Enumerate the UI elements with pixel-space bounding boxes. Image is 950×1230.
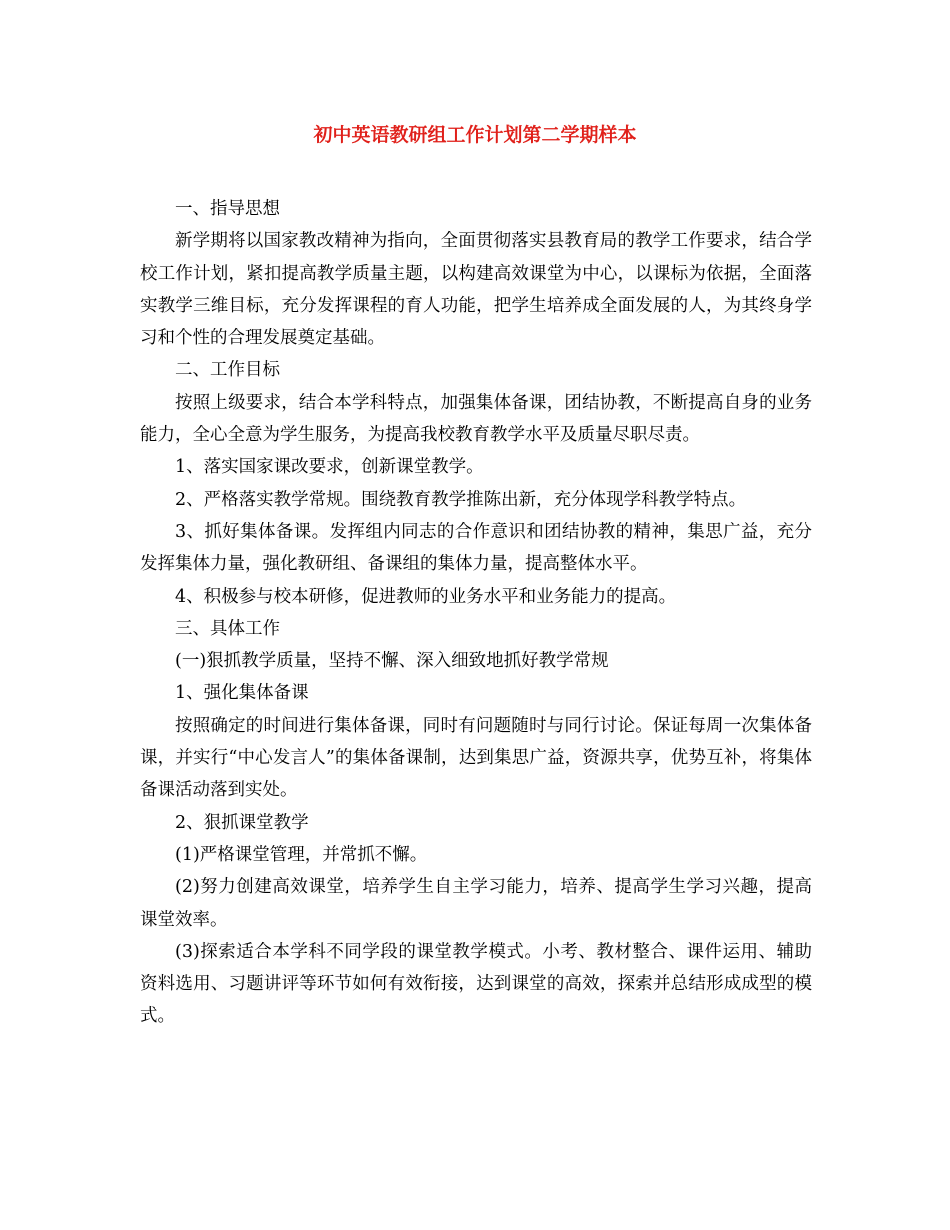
classroom-item-3: (3)探索适合本学科不同学段的课堂教学模式。小考、教材整合、课件运用、辅助资料选用、习题讲评等环节如何有效衔接，达到课堂的高效，探索并总结形成成型的模式。 xyxy=(140,941,812,1027)
section-heading-specific-work: 三、具体工作 xyxy=(175,618,280,639)
section-heading-guiding-ideology: 一、指导思想 xyxy=(175,199,280,219)
item-heading-collective-lesson-prep: 1、强化集体备课 xyxy=(175,683,309,704)
goal-item-2: 2、严格落实教学常规。围绕教育教学推陈出新，充分体现学科教学特点。 xyxy=(175,489,747,510)
subsection-heading-teaching-quality: (一)狠抓教学质量，坚持不懈、深入细致地抓好教学常规 xyxy=(175,651,609,672)
goal-item-1: 1、落实国家课改要求，创新课堂教学。 xyxy=(175,457,484,478)
document-title: 初中英语教研组工作计划第二学期样本 xyxy=(313,124,637,146)
goal-item-3: 3、抓好集体备课。发挥组内同志的合作意识和团结协教的精神，集思广益，充分发挥集体力量，强化教研组、备课组的集体力量，提高整体水平。 xyxy=(140,521,812,575)
item-heading-classroom-teaching: 2、狠抓课堂教学 xyxy=(175,812,309,833)
section-heading-work-goals: 二、工作目标 xyxy=(175,360,280,381)
paragraph-guiding-ideology: 新学期将以国家教改精神为指向，全面贯彻落实县教育局的教学工作要求，结合学校工作计划，紧扣提高教学质量主题，以构建高效课堂为中心，以课标为依据，全面落实教学三维目标，充分发挥课程的育人功能，把学生培养成全面发展的人，为其终身学习和个性的合理发展奠定基础。 xyxy=(140,231,812,349)
document-body xyxy=(140,193,812,1033)
paragraph-collective-lesson-prep: 按照确定的时间进行集体备课，同时有问题随时与同行讨论。保证每周一次集体备课，并实行“中心发言人”的集体备课制，达到集思广益，资源共享，优势互补，将集体备课活动落到实处。 xyxy=(140,715,812,801)
classroom-item-1: (1)严格课堂管理，并常抓不懈。 xyxy=(175,844,428,865)
classroom-item-2: (2)努力创建高效课堂，培养学生自主学习能力，培养、提高学生学习兴趣，提高课堂效率。 xyxy=(140,877,812,930)
goal-item-4: 4、积极参与校本研修，促进教师的业务水平和业务能力的提高。 xyxy=(175,586,677,607)
paragraph-work-goals: 按照上级要求，结合本学科特点，加强集体备课，团结协教，不断提高自身的业务能力，全心全意为学生服务，为提高我校教育教学水平及质量尽职尽责。 xyxy=(140,392,812,446)
